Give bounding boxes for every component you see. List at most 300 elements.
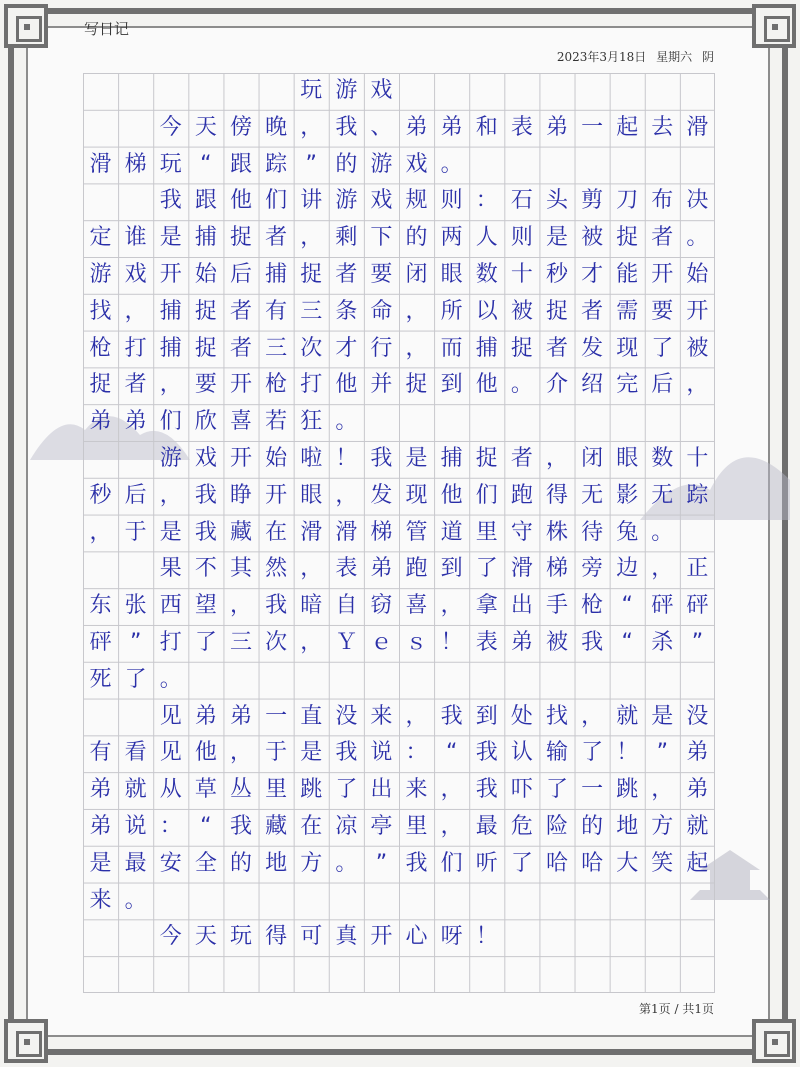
character-cell: 跳: [300, 777, 323, 803]
character-cell: 见: [159, 740, 182, 766]
character-cell: 旁: [581, 556, 604, 582]
character-cell: 于: [124, 519, 147, 545]
character-cell: 安: [159, 850, 182, 876]
character-cell: 发: [370, 482, 393, 508]
character-cell: 无: [581, 482, 604, 508]
character-cell: 说: [124, 813, 147, 839]
diary-line: [83, 699, 715, 736]
character-cell: 就: [686, 813, 709, 839]
character-cell: 一: [581, 777, 604, 803]
character-cell: 开: [686, 298, 709, 324]
character-cell: 被: [581, 225, 604, 251]
page-indicator: 第1页 / 共1页: [639, 1002, 714, 1016]
character-cell: 开: [265, 482, 288, 508]
character-cell: 笑: [651, 850, 674, 876]
character-cell: 布: [651, 188, 674, 214]
character-cell: 他: [475, 372, 498, 398]
character-cell: 眼: [440, 261, 463, 287]
character-cell: ，: [405, 298, 428, 324]
diary-line: [83, 478, 715, 515]
character-cell: ，: [229, 593, 252, 619]
character-cell: 决: [686, 188, 709, 214]
character-cell: 跑: [510, 482, 533, 508]
character-cell: 要: [370, 261, 393, 287]
character-cell: 定: [89, 225, 112, 251]
character-cell: 捉: [194, 335, 217, 361]
character-cell: 捕: [159, 335, 182, 361]
character-cell: 命: [370, 298, 393, 324]
character-cell: 然: [265, 556, 288, 582]
character-cell: 被: [686, 335, 709, 361]
diary-line: [83, 404, 715, 441]
character-cell: 们: [475, 482, 498, 508]
character-cell: 。: [651, 519, 674, 545]
character-cell: 开: [651, 261, 674, 287]
character-cell: 了: [475, 556, 498, 582]
character-cell: 捕: [194, 225, 217, 251]
character-cell: ：: [159, 813, 182, 839]
character-cell: ！: [440, 629, 463, 655]
character-cell: ，: [686, 372, 709, 398]
character-cell: 而: [440, 335, 463, 361]
character-cell: 枪: [265, 372, 288, 398]
character-cell: ，: [124, 298, 147, 324]
character-cell: 们: [265, 188, 288, 214]
character-cell: 头: [545, 188, 568, 214]
diary-line: [83, 662, 715, 699]
character-cell: 来: [89, 887, 112, 913]
character-cell: 捉: [194, 298, 217, 324]
character-cell: 是: [545, 225, 568, 251]
character-cell: 有: [265, 298, 288, 324]
character-cell: 。: [440, 151, 463, 177]
character-cell: 滑: [89, 151, 112, 177]
character-cell: 了: [581, 740, 604, 766]
character-cell: 十: [510, 261, 533, 287]
character-cell: 他: [194, 740, 217, 766]
character-cell: 表: [335, 556, 358, 582]
character-cell: 输: [545, 740, 568, 766]
character-cell: 道: [440, 519, 463, 545]
character-cell: 出: [510, 593, 533, 619]
character-cell: 望: [194, 593, 217, 619]
character-cell: 大: [616, 850, 639, 876]
character-cell: 现: [405, 482, 428, 508]
character-cell: ，: [229, 740, 252, 766]
character-cell: 开: [159, 261, 182, 287]
character-cell: 弟: [545, 114, 568, 140]
character-cell: ，: [651, 777, 674, 803]
character-cell: 砰: [89, 629, 112, 655]
character-cell: 窃: [370, 593, 393, 619]
character-cell: 打: [300, 372, 323, 398]
character-cell: 开: [229, 445, 252, 471]
character-cell: 心: [405, 924, 428, 950]
character-cell: 们: [440, 850, 463, 876]
character-cell: ，: [440, 593, 463, 619]
character-cell: 者: [651, 225, 674, 251]
character-cell: 眼: [300, 482, 323, 508]
character-cell: 一: [265, 703, 288, 729]
character-cell: 我: [229, 813, 252, 839]
character-cell: 跳: [616, 777, 639, 803]
diary-line: [83, 588, 715, 625]
character-cell: 玩: [159, 151, 182, 177]
diary-line: [83, 257, 715, 294]
character-cell: ｅ: [370, 629, 393, 655]
character-cell: ”: [305, 151, 317, 177]
character-cell: 弟: [686, 777, 709, 803]
character-cell: ”: [129, 629, 142, 655]
character-cell: 戏: [124, 261, 147, 287]
character-cell: ，: [405, 703, 428, 729]
character-cell: 草: [194, 777, 217, 803]
character-cell: 游: [335, 188, 358, 214]
character-cell: 弟: [194, 703, 217, 729]
character-cell: 晚: [265, 114, 288, 140]
character-cell: 捕: [265, 261, 288, 287]
character-cell: ，: [300, 114, 323, 140]
character-cell: 弟: [405, 114, 428, 140]
character-cell: 游: [89, 261, 112, 287]
character-cell: 者: [335, 261, 358, 287]
character-cell: 弟: [229, 703, 252, 729]
character-cell: 若: [265, 409, 288, 435]
character-cell: 可: [300, 924, 323, 950]
character-cell: ！: [335, 445, 358, 471]
character-cell: 里: [405, 813, 428, 839]
diary-line: [83, 625, 715, 662]
character-cell: 闭: [405, 261, 428, 287]
character-cell: 梯: [370, 519, 393, 545]
character-cell: 真: [335, 924, 358, 950]
character-cell: 后: [229, 261, 252, 287]
character-cell: 处: [510, 703, 533, 729]
character-cell: 被: [545, 629, 568, 655]
diary-line: [83, 183, 715, 220]
character-cell: ”: [375, 850, 388, 876]
character-cell: 捉: [89, 372, 112, 398]
character-cell: 亭: [370, 813, 393, 839]
character-cell: 全: [194, 850, 217, 876]
character-cell: 石: [510, 188, 533, 214]
diary-line: [83, 919, 715, 956]
character-cell: 游: [335, 78, 358, 103]
character-cell: 待: [581, 519, 604, 545]
character-cell: 我: [335, 114, 358, 140]
character-cell: 到: [475, 703, 498, 729]
character-cell: 我: [194, 482, 217, 508]
character-cell: 我: [405, 850, 428, 876]
character-cell: 的: [335, 151, 358, 177]
character-cell: ，: [159, 482, 182, 508]
character-cell: 弟: [124, 409, 147, 435]
character-cell: 踪: [686, 482, 709, 508]
character-cell: 剪: [581, 188, 604, 214]
character-cell: 不: [194, 556, 217, 582]
diary-date: 2023年3月18日: [556, 50, 647, 64]
character-cell: 秒: [545, 261, 568, 287]
character-cell: 捉: [405, 372, 428, 398]
character-cell: 戏: [370, 188, 393, 214]
character-cell: 者: [510, 445, 533, 471]
character-cell: 手: [545, 593, 568, 619]
character-cell: 下: [370, 225, 393, 251]
diary-date-line: [551, 48, 714, 65]
character-cell: 。: [510, 372, 533, 398]
character-cell: 所: [440, 298, 463, 324]
character-cell: “: [621, 629, 633, 655]
character-cell: 始: [686, 261, 709, 287]
character-cell: 了: [545, 777, 568, 803]
character-cell: 西: [159, 593, 182, 619]
character-cell: 了: [335, 777, 358, 803]
character-cell: 我: [335, 740, 358, 766]
character-cell: 吓: [510, 777, 533, 803]
character-cell: 无: [651, 482, 674, 508]
character-cell: ，: [545, 445, 568, 471]
character-cell: 是: [89, 850, 112, 876]
character-cell: 以: [475, 298, 498, 324]
character-cell: 来: [370, 703, 393, 729]
character-cell: 欣: [194, 409, 217, 435]
character-cell: 哈: [581, 850, 604, 876]
character-cell: 者: [545, 335, 568, 361]
character-cell: 一: [581, 114, 604, 140]
character-cell: 起: [616, 114, 639, 140]
character-cell: 地: [265, 850, 288, 876]
character-cell: 见: [159, 703, 182, 729]
character-cell: 天: [194, 114, 217, 140]
character-cell: 打: [124, 335, 147, 361]
character-cell: 出: [370, 777, 393, 803]
character-cell: 。: [335, 409, 358, 435]
character-cell: 闭: [581, 445, 604, 471]
character-cell: 喜: [229, 409, 252, 435]
character-cell: 是: [651, 703, 674, 729]
character-cell: ：: [475, 188, 498, 214]
character-cell: 喜: [405, 593, 428, 619]
character-cell: 开: [229, 372, 252, 398]
character-cell: 张: [124, 593, 147, 619]
character-cell: 枪: [89, 335, 112, 361]
character-cell: 戏: [370, 78, 393, 103]
character-cell: 暗: [300, 593, 323, 619]
character-cell: 他: [229, 188, 252, 214]
character-cell: 我: [265, 593, 288, 619]
character-cell: 在: [300, 813, 323, 839]
character-cell: 现: [616, 335, 639, 361]
diary-line: [83, 551, 715, 588]
character-cell: 刀: [616, 188, 639, 214]
character-cell: 两: [440, 225, 463, 251]
diary-line: [83, 883, 715, 920]
character-cell: 发: [581, 335, 604, 361]
character-cell: 没: [686, 703, 709, 729]
character-cell: 捉: [229, 225, 252, 251]
character-cell: 要: [651, 298, 674, 324]
character-cell: 条: [335, 298, 358, 324]
character-cell: 则: [510, 225, 533, 251]
diary-weekday: 星期六: [656, 50, 693, 64]
character-cell: 睁: [229, 482, 252, 508]
character-cell: 十: [686, 445, 709, 471]
character-cell: 的: [405, 225, 428, 251]
corner-ornament-icon: [4, 4, 48, 48]
character-cell: 的: [229, 850, 252, 876]
character-cell: 秒: [89, 482, 112, 508]
character-cell: 表: [475, 629, 498, 655]
character-cell: 介: [545, 372, 568, 398]
character-cell: 完: [616, 372, 639, 398]
character-cell: 次: [300, 335, 323, 361]
character-cell: ，: [300, 556, 323, 582]
character-cell: 后: [124, 482, 147, 508]
diary-line: [83, 735, 715, 772]
character-cell: 弟: [89, 813, 112, 839]
character-cell: 没: [335, 703, 358, 729]
diary-line: [83, 993, 715, 1030]
character-cell: 里: [265, 777, 288, 803]
character-cell: 我: [475, 740, 498, 766]
character-cell: 我: [581, 629, 604, 655]
character-cell: 来: [405, 777, 428, 803]
character-cell: 就: [124, 777, 147, 803]
character-cell: 。: [159, 666, 182, 692]
character-cell: 滑: [300, 519, 323, 545]
character-cell: 跑: [405, 556, 428, 582]
character-cell: 捉: [475, 445, 498, 471]
character-cell: 影: [616, 482, 639, 508]
character-cell: 呀: [440, 924, 463, 950]
character-cell: 能: [616, 261, 639, 287]
character-cell: 是: [300, 740, 323, 766]
character-cell: 。: [124, 887, 147, 913]
character-cell: 他: [335, 372, 358, 398]
character-cell: 死: [89, 666, 112, 692]
character-cell: 梯: [124, 151, 147, 177]
character-cell: 正: [686, 556, 709, 582]
character-cell: 三: [265, 335, 288, 361]
character-cell: 的: [581, 813, 604, 839]
character-cell: 规: [405, 188, 428, 214]
character-cell: 枪: [581, 593, 604, 619]
character-cell: 今: [159, 924, 182, 950]
character-cell: 了: [651, 335, 674, 361]
character-cell: 才: [335, 335, 358, 361]
diary-text: [83, 73, 715, 1030]
character-cell: 行: [370, 335, 393, 361]
character-cell: 从: [159, 777, 182, 803]
character-cell: 戏: [405, 151, 428, 177]
character-cell: 者: [229, 298, 252, 324]
character-cell: 找: [545, 703, 568, 729]
grid-paper: [83, 73, 715, 993]
character-cell: ，: [405, 335, 428, 361]
character-cell: 得: [545, 482, 568, 508]
character-cell: 到: [440, 556, 463, 582]
character-cell: 凉: [335, 813, 358, 839]
character-cell: 有: [89, 740, 112, 766]
character-cell: 今: [159, 114, 182, 140]
character-cell: 者: [265, 225, 288, 251]
diary-line: [83, 73, 715, 110]
diary-line: [83, 110, 715, 147]
character-cell: 始: [265, 445, 288, 471]
character-cell: 兔: [616, 519, 639, 545]
diary-title: 写日记: [84, 20, 130, 38]
character-cell: 眼: [616, 445, 639, 471]
character-cell: 跟: [194, 188, 217, 214]
character-cell: 于: [265, 740, 288, 766]
character-cell: 三: [300, 298, 323, 324]
character-cell: 打: [159, 629, 182, 655]
character-cell: 是: [405, 445, 428, 471]
character-cell: 剩: [335, 225, 358, 251]
character-cell: ，: [651, 556, 674, 582]
character-cell: 傍: [229, 114, 252, 140]
character-cell: 捉: [510, 335, 533, 361]
corner-ornament-icon: [752, 1019, 796, 1063]
diary-line: [83, 294, 715, 331]
character-cell: 捕: [475, 335, 498, 361]
diary-line: [83, 441, 715, 478]
character-cell: 管: [405, 519, 428, 545]
character-cell: 其: [229, 556, 252, 582]
diary-line: [83, 367, 715, 404]
diary-line: [83, 220, 715, 257]
diary-line: [83, 147, 715, 184]
character-cell: 弟: [89, 777, 112, 803]
character-cell: “: [621, 593, 633, 619]
character-cell: 表: [510, 114, 533, 140]
character-cell: 他: [440, 482, 463, 508]
character-cell: 果: [159, 556, 182, 582]
character-cell: 了: [510, 850, 533, 876]
character-cell: 去: [651, 114, 674, 140]
character-cell: 。: [686, 225, 709, 251]
character-cell: 地: [616, 813, 639, 839]
character-cell: 人: [475, 225, 498, 251]
character-cell: 边: [616, 556, 639, 582]
character-cell: 听: [475, 850, 498, 876]
character-cell: 绍: [581, 372, 604, 398]
character-cell: 才: [581, 261, 604, 287]
corner-ornament-icon: [752, 4, 796, 48]
character-cell: 藏: [265, 813, 288, 839]
diary-line: [83, 515, 715, 552]
character-cell: “: [445, 740, 458, 766]
character-cell: 到: [440, 372, 463, 398]
character-cell: 拿: [475, 593, 498, 619]
diary-line: [83, 956, 715, 993]
character-cell: 后: [651, 372, 674, 398]
character-cell: 数: [475, 261, 498, 287]
character-cell: 弟: [440, 114, 463, 140]
character-cell: 我: [475, 777, 498, 803]
diary-line: [83, 846, 715, 883]
character-cell: 者: [124, 372, 147, 398]
character-cell: 捉: [616, 225, 639, 251]
diary-line: [83, 331, 715, 368]
character-cell: 弟: [510, 629, 533, 655]
character-cell: 。: [335, 850, 358, 876]
character-cell: 踪: [265, 151, 288, 177]
character-cell: 则: [440, 188, 463, 214]
character-cell: 最: [124, 850, 147, 876]
character-cell: 杀: [651, 629, 674, 655]
character-cell: 是: [159, 225, 182, 251]
